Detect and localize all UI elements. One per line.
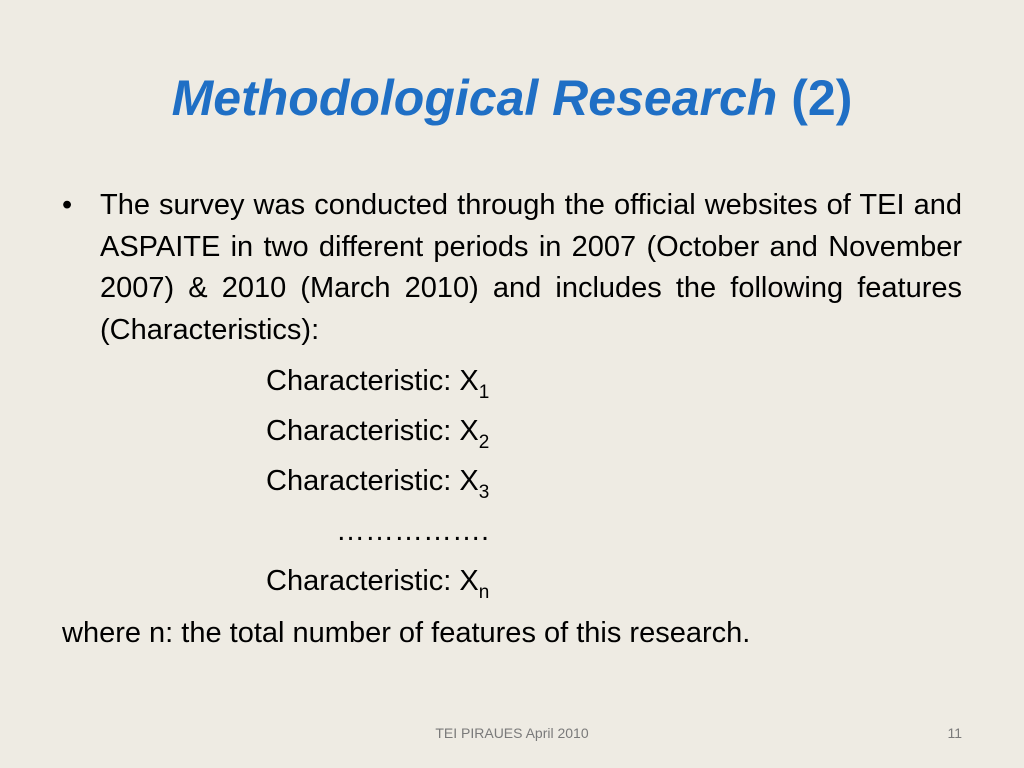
characteristic-label: Characteristic: X	[266, 565, 479, 597]
footer-text: TEI PIRAUES April 2010	[435, 725, 589, 741]
characteristic-label: Characteristic: X	[266, 365, 479, 397]
characteristic-item	[266, 408, 489, 458]
characteristic-item	[266, 358, 489, 408]
characteristic-list	[266, 358, 489, 608]
characteristic-subscript: 1	[478, 382, 490, 403]
page-number: 11	[947, 725, 962, 741]
slide-title-main: Methodological Research	[171, 70, 778, 126]
slide-title	[0, 60, 1024, 136]
characteristic-label: Characteristic: X	[266, 465, 479, 497]
characteristic-subscript: 2	[478, 432, 490, 453]
slide-title-suffix: (2)	[791, 70, 853, 126]
definition-note: where n: the total number of features of this research.	[62, 617, 751, 649]
characteristic-subscript: 3	[478, 482, 490, 503]
ellipsis-row: …………….	[336, 515, 490, 547]
bullet-item	[62, 185, 962, 351]
characteristic-item	[266, 558, 489, 608]
characteristic-item	[266, 458, 489, 508]
characteristic-subscript: n	[478, 582, 490, 603]
characteristic-label: Characteristic: X	[266, 415, 479, 447]
bullet-marker: •	[62, 189, 73, 221]
bullet-text: The survey was conducted through the official websites of TEI and ASPAITE in two different periods in 2007 (October and November 2007) & 2010 (March 2010) and includes the following features (Characteristics):	[100, 189, 962, 346]
